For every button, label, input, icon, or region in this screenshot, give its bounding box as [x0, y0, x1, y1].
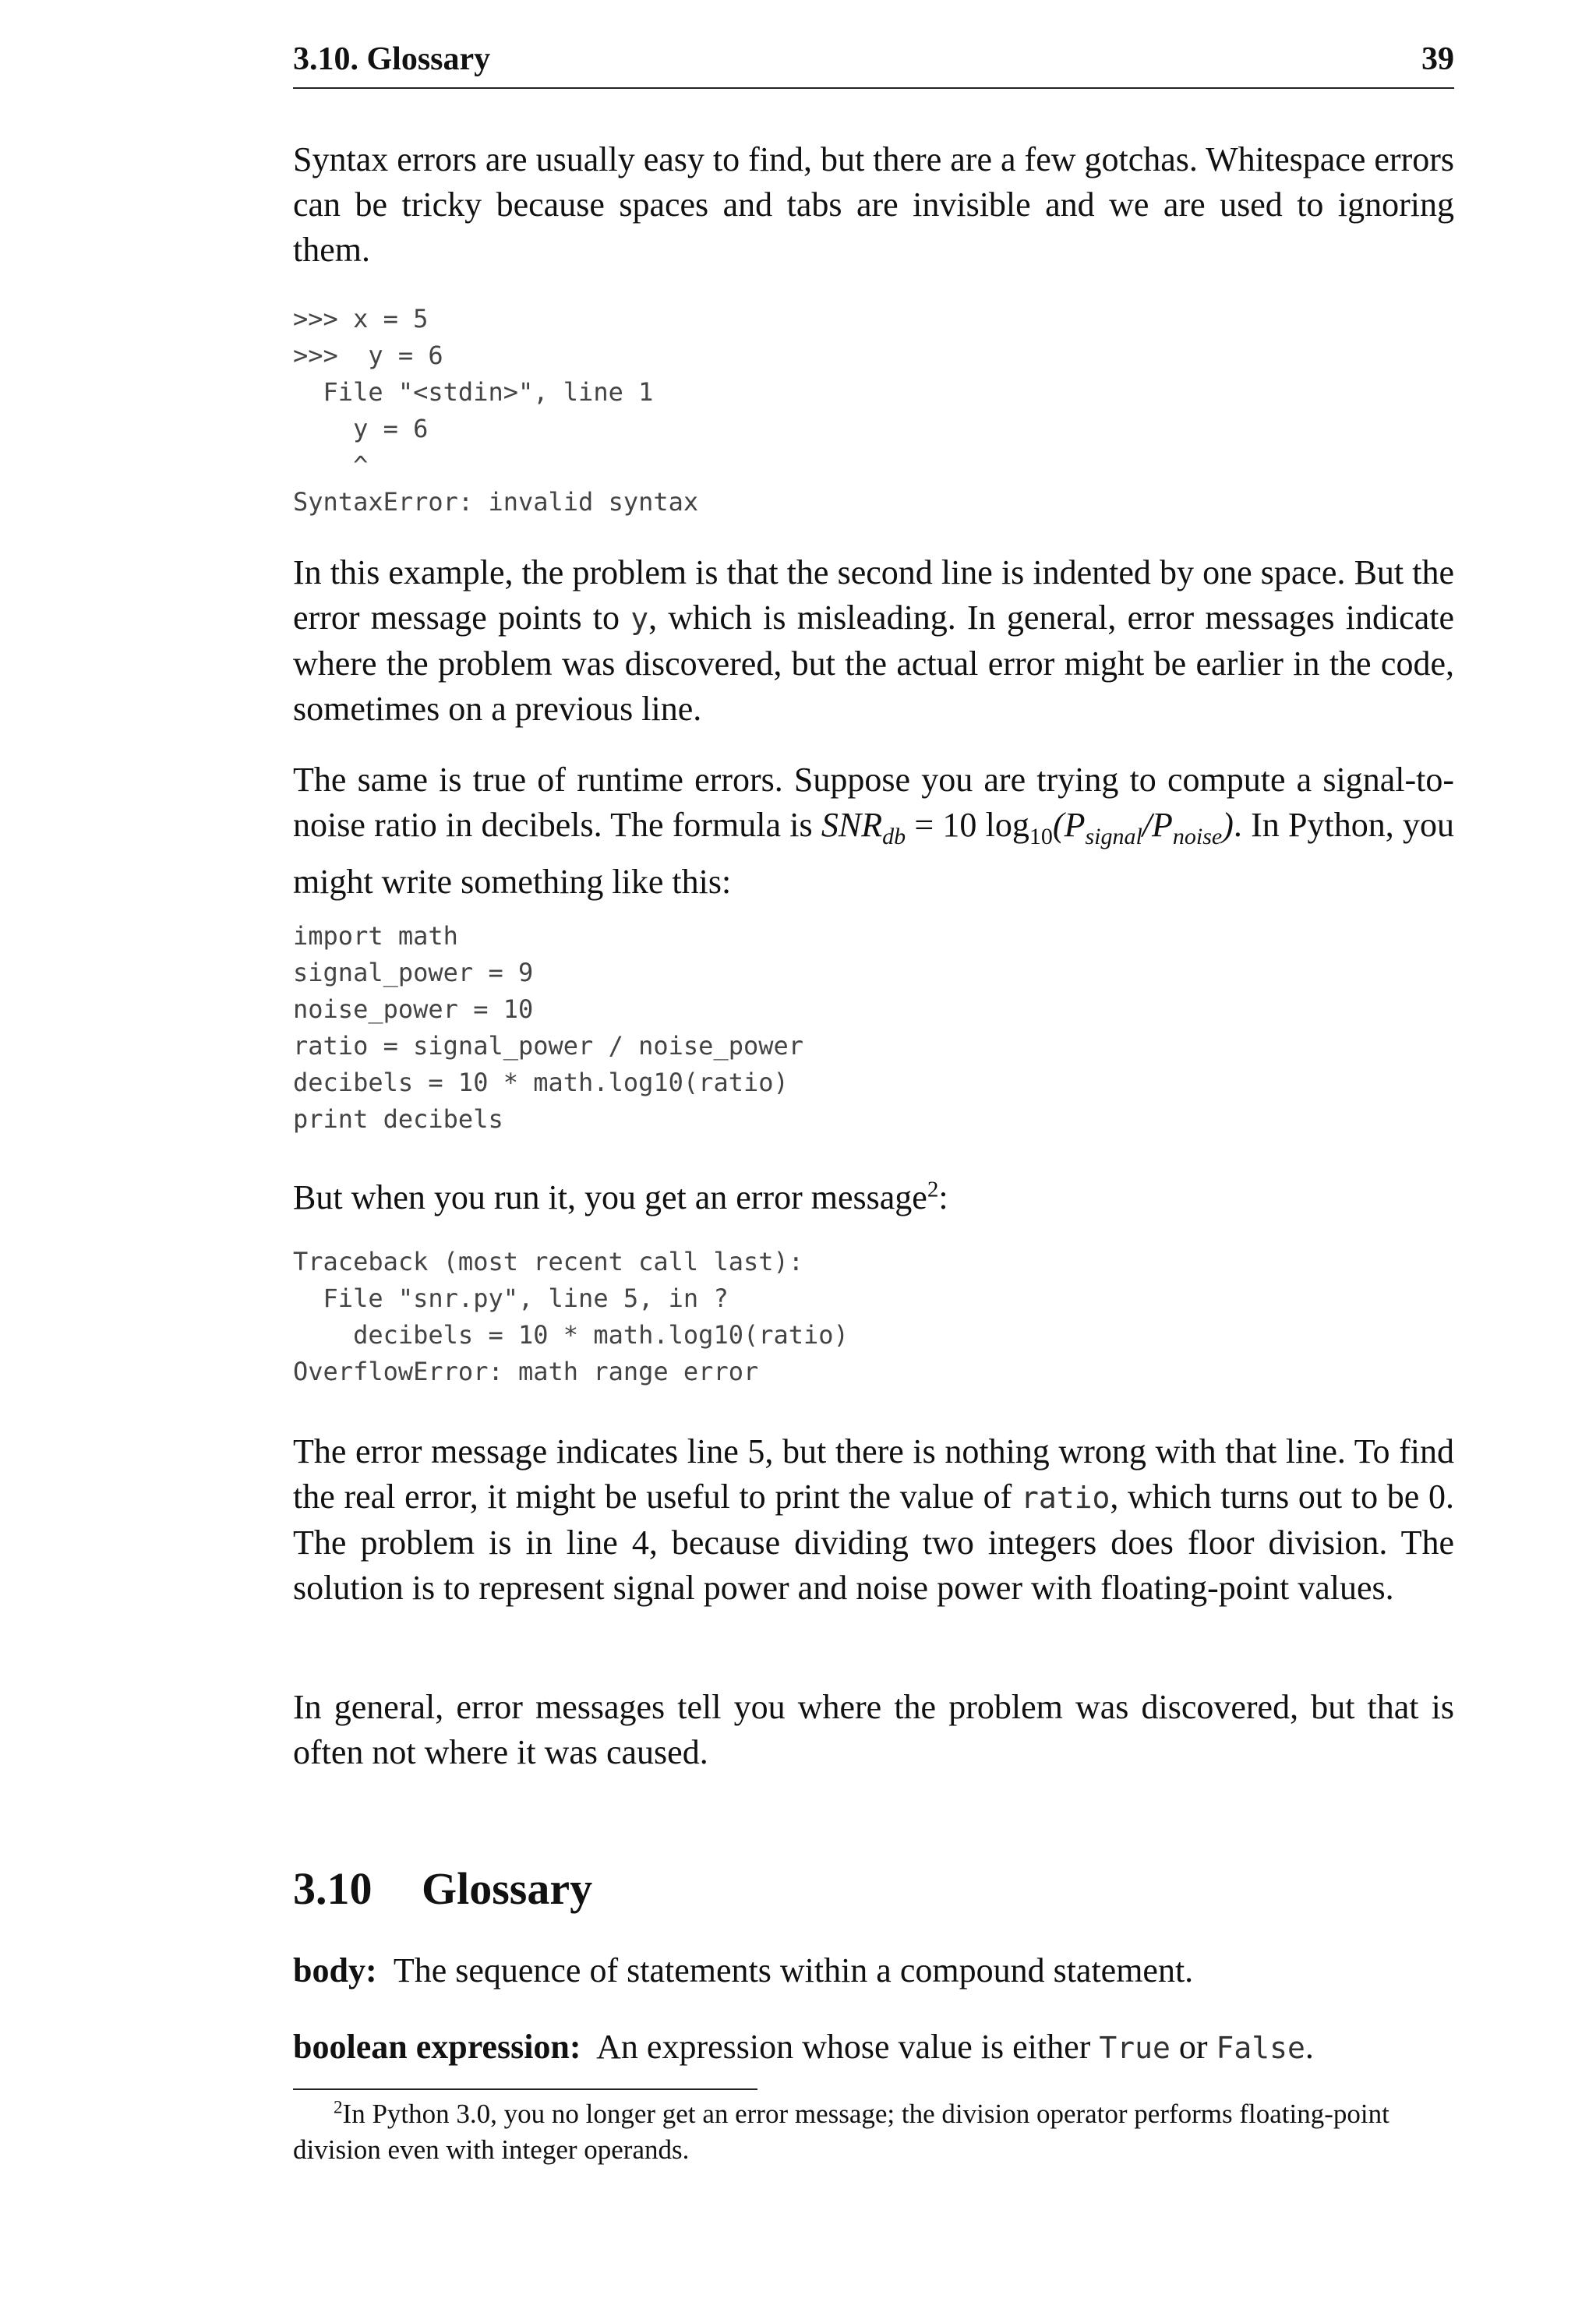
glossary-entry-body [293, 1948, 1454, 1993]
code-block-snr-program: import math signal_power = 9 noise_power = 10 ratio = signal_power / noise_power decibels = 10 * math.log10(ratio) print decibels [293, 921, 804, 1134]
text: , which turns out to be 0. The problem is in line 4, because dividing two integers does floor division. The solution is to represent signal power and noise power with floating-point values. [293, 1478, 1454, 1607]
paragraph-general-errors: In general, error messages tell you where the problem was discovered, but that is often not where it was caused. [293, 1688, 1454, 1771]
text: The same is true of runtime errors. Suppose you are trying to compute a signal-to-noise ratio in decibels. The formula is [293, 761, 1454, 844]
formula-subscript: db [882, 823, 906, 849]
code-block-syntax-error: >>> x = 5 >>> y = 6 File "<stdin>", line 1 y = 6 ^ SyntaxError: invalid syntax [293, 304, 699, 517]
snr-formula [821, 806, 1234, 849]
text: In this example, the problem is that the second line is indented by one space. But the error message points to [293, 553, 1454, 637]
paragraph-runtime-errors [293, 757, 1454, 905]
page-number: 39 [1421, 41, 1454, 77]
formula-part: SNR [821, 806, 883, 844]
paragraph-syntax-errors: Syntax errors are usually easy to find, but there are a few gotchas. Whitespace errors can be tricky because spaces and tabs are invisible and we are used to ignoring them. [293, 140, 1454, 269]
glossary-definition: or [1170, 2028, 1216, 2066]
text: The error message indicates line 5, but there is nothing wrong with that line. To find the real error, it might be useful to print the value of [293, 1432, 1454, 1516]
glossary-entry-boolean-expression [293, 2025, 1454, 2071]
paragraph-run-error [293, 1175, 1454, 1220]
inline-code: y [630, 602, 649, 636]
footnote-number: 2 [334, 2096, 343, 2117]
footnote-mark: 2 [927, 1177, 939, 1202]
text: But when you run it, you get an error message [293, 1178, 927, 1216]
formula-part: = 10 log [906, 806, 1029, 844]
formula-subscript: noise [1172, 823, 1223, 849]
inline-code: False [1216, 2031, 1305, 2065]
text: : [938, 1178, 948, 1216]
glossary-definition: An expression whose value is either [596, 2028, 1100, 2066]
section-title: Glossary [422, 1863, 593, 1914]
formula-part: /P [1142, 806, 1173, 844]
formula-part: (P [1052, 806, 1086, 844]
header-section-title: 3.10. Glossary [293, 41, 491, 77]
formula-subscript: signal [1085, 823, 1142, 849]
inline-code: ratio [1020, 1481, 1110, 1515]
footnote [293, 2096, 1454, 2168]
section-number: 3.10 [293, 1863, 373, 1914]
code-block-traceback: Traceback (most recent call last): File "snr.py", line 5, in ? decibels = 10 * math.log10(ratio) OverflowError: math range error [293, 1247, 849, 1386]
glossary-definition: The sequence of statements within a compound statement. [393, 1951, 1194, 1989]
footnote-text: In Python 3.0, you no longer get an error message; the division operator performs floating-point division even with integer operands. [293, 2099, 1389, 2165]
glossary-definition: . [1305, 2028, 1314, 2066]
paragraph-real-error [293, 1429, 1454, 1611]
text: , which is misleading. In general, error messages indicate where the problem was discovered, but the actual error might be earlier in the code, sometimes on a previous line. [293, 598, 1454, 728]
formula-subscript: 10 [1029, 823, 1053, 849]
section-heading [293, 1862, 592, 1915]
glossary-term: body: [293, 1951, 377, 1989]
glossary-term: boolean expression: [293, 2028, 581, 2066]
text: . In Python, you might write something like this: [293, 806, 1455, 901]
inline-code: True [1099, 2031, 1171, 2065]
paragraph-indentation-example [293, 550, 1454, 732]
running-header [293, 41, 1454, 89]
formula-part: ) [1222, 806, 1234, 844]
footnote-rule [293, 2088, 757, 2090]
